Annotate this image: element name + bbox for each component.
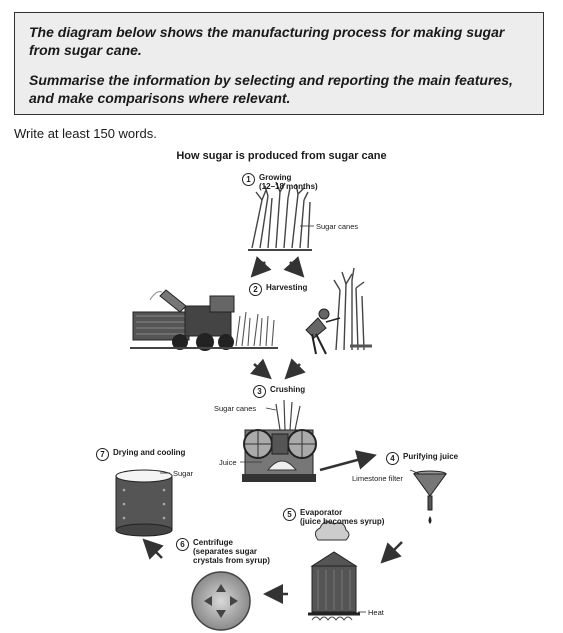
- step-6-subtitle-2: crystals from syrup): [193, 556, 270, 565]
- step-4-number: 4: [386, 452, 399, 465]
- step-3-crushing-label: [253, 385, 305, 398]
- step-2-harvesting-label: [249, 283, 307, 296]
- harvester-tractor-illustration: [130, 290, 278, 351]
- step-5-title: Evaporator: [300, 508, 343, 517]
- arrow-crushing-to-purifying: [320, 456, 372, 470]
- prompt-line-2: Summarise the information by selecting and reporting the main features, and make comparisons where relevant.: [29, 72, 513, 106]
- step-7-number: 7: [96, 448, 109, 461]
- callout-juice: Juice: [219, 458, 237, 467]
- step-7-title: Drying and cooling: [113, 448, 186, 457]
- step-1-growing-label: [242, 173, 318, 191]
- step-6-title: Centrifuge: [193, 538, 233, 547]
- arrow-harvesting-to-crushing-left: [254, 364, 268, 376]
- step-5-subtitle: (juice becomes syrup): [300, 517, 385, 526]
- step-6-centrifuge-label: [176, 538, 270, 565]
- step-3-number: 3: [253, 385, 266, 398]
- step-4-purifying-label: [386, 452, 458, 465]
- arrow-centrifuge-to-drying: [146, 542, 162, 558]
- step-1-title: Growing: [259, 173, 292, 182]
- callout-limestone-filter: Limestone filter: [352, 474, 403, 483]
- arrow-purifying-to-evaporator: [384, 542, 402, 560]
- arrow-growing-to-harvesting-right: [290, 262, 301, 274]
- prompt-line-1: The diagram below shows the manufacturing process for making sugar from sugar cane.: [29, 24, 505, 58]
- step-3-title: Crushing: [270, 385, 306, 394]
- step-7-drying-label: [96, 448, 185, 461]
- arrow-growing-to-harvesting-left: [254, 262, 265, 274]
- arrow-harvesting-to-crushing-right: [288, 364, 300, 376]
- growing-sugar-canes-illustration: [248, 182, 312, 250]
- step-2-title: Harvesting: [266, 283, 308, 292]
- callout-sugar: Sugar: [173, 469, 194, 478]
- word-count-instruction: Write at least 150 words.: [14, 126, 157, 141]
- limestone-filter-funnel-illustration: [414, 471, 446, 524]
- step-6-subtitle: (separates sugar: [193, 547, 258, 556]
- diagram-title: How sugar is produced from sugar cane: [176, 150, 387, 162]
- step-6-number: 6: [176, 538, 189, 551]
- drying-cooling-drum-illustration: [116, 470, 172, 536]
- callout-sugar-canes-growing: Sugar canes: [316, 222, 359, 231]
- manual-harvesting-worker-illustration: [306, 268, 372, 354]
- step-1-subtitle: (12–18 months): [259, 182, 318, 191]
- step-5-number: 5: [283, 508, 296, 521]
- step-5-evaporator-label: [283, 508, 384, 526]
- step-4-title: Purifying juice: [403, 452, 459, 461]
- callout-heat: Heat: [368, 608, 384, 617]
- evaporator-tank-illustration: [308, 522, 360, 620]
- step-1-number: 1: [242, 173, 255, 186]
- callout-sugar-canes-crushing: Sugar canes: [214, 404, 257, 413]
- centrifuge-drum-illustration: [192, 572, 250, 630]
- step-2-number: 2: [249, 283, 262, 296]
